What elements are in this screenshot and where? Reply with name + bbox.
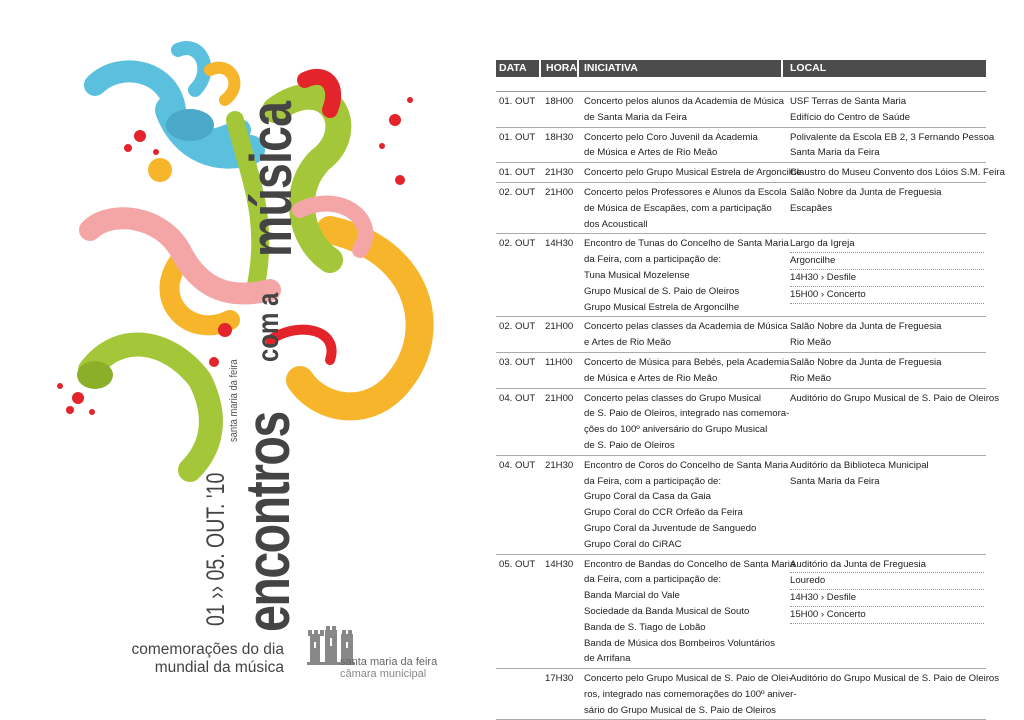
row-date: 01. OUT [499, 96, 536, 107]
initiative-line: de Música de Escapães, com a participação [584, 202, 772, 214]
table-row [496, 456, 986, 555]
initiative-line: sário do Grupo Musical de S. Paio de Oleiros [584, 704, 776, 716]
initiative-line: de S. Paio de Oleiros [584, 439, 675, 451]
row-time: 14H30 [545, 238, 574, 250]
header-initiative: INICIATIVA [584, 62, 638, 74]
row-initiative [584, 94, 784, 126]
row-time: 11H00 [545, 356, 573, 368]
initiative-line: Encontro de Coros do Concelho de Santa Maria [584, 459, 789, 471]
subtitle-line: mundial da música [154, 659, 284, 676]
location-line: Salão Nobre da Junta de Freguesia [790, 356, 942, 368]
initiative-line: Grupo Musical de S. Paio de Oleiros [584, 285, 740, 297]
location-line: Auditório do Grupo Musical de S. Paio de Oleiros [790, 673, 1000, 685]
initiative-line: da Feira, com a participação de: [584, 475, 722, 487]
initiative-line: Tuna Musical Mozelense [584, 269, 690, 281]
table-row [496, 183, 986, 234]
row-date: 02. OUT [499, 321, 536, 333]
table-row [496, 669, 1000, 720]
row-initiative [584, 185, 787, 232]
row-initiative [584, 165, 802, 181]
table-row [496, 317, 986, 353]
row-time: 21H00 [545, 321, 574, 333]
row-initiative [584, 391, 790, 454]
table-row [496, 353, 986, 389]
initiative-line: de Música e Artes de Rio Meão [584, 372, 718, 384]
initiative-line: e Artes de Rio Meão [584, 337, 671, 349]
initiative-line: Banda de S. Tiago de Lobão [584, 621, 706, 633]
header-time: HORA [546, 62, 577, 74]
location-line: Largo da Igreja [790, 236, 984, 253]
initiative-line: Concerto de Música para Bebés, pela Academia [584, 356, 790, 368]
location-line: Escapães [790, 202, 833, 214]
initiative-line: de Arrifana [584, 653, 631, 665]
poster-subtitle [100, 641, 284, 677]
location-line: Edifício do Centro de Saúde [790, 111, 911, 123]
location-line: USF Terras de Santa Maria [790, 96, 907, 107]
poster-title-musica: música [239, 101, 304, 257]
row-location [790, 557, 984, 624]
row-location [790, 165, 1005, 181]
organization-name: santa maria da feira [340, 656, 438, 668]
initiative-line: de Música e Artes de Rio Meão [584, 147, 718, 159]
initiative-line: Concerto pelo Grupo Musical de S. Paio de Olei- [584, 673, 792, 685]
initiative-line: de Santa Maria da Feira [584, 111, 687, 123]
row-time: 17H30 [545, 673, 574, 685]
header-date: DATA [499, 62, 527, 74]
location-line: Santa Maria da Feira [790, 147, 880, 159]
initiative-line: Banda de Música dos Bombeiros Voluntários [584, 637, 775, 649]
location-line: Auditório da Junta de Freguesia [790, 557, 984, 574]
poster-artwork [0, 0, 470, 702]
location-line: 15H00 › Concerto [790, 607, 984, 624]
table-row [496, 234, 986, 317]
row-date: 02. OUT [499, 186, 536, 198]
table-row [496, 128, 995, 164]
row-location [790, 236, 984, 303]
row-location [790, 319, 984, 351]
organization-subtitle: câmara municipal [340, 668, 427, 680]
initiative-line: Concerto pelo Grupo Musical Estrela de Argoncilhe [584, 167, 802, 179]
location-line: 15H00 › Concerto [790, 287, 984, 304]
poster-title-connector: com a [252, 292, 285, 362]
location-line: 14H30 › Desfile [790, 590, 984, 607]
subtitle-line: comemorações do dia [131, 641, 284, 658]
location-line: Santa Maria da Feira [790, 475, 880, 487]
table-body [496, 92, 1005, 720]
row-initiative [584, 557, 796, 668]
initiative-line: Encontro de Bandas do Concelho de Santa Maria [584, 558, 796, 570]
initiative-line: Concerto pelo Coro Juvenil da Academia [584, 131, 758, 143]
initiative-line: Concerto pelos Professores e Alunos da Escola [584, 186, 787, 198]
schedule-table [496, 60, 1005, 720]
row-initiative [584, 319, 788, 351]
initiative-line: de S. Paio de Oleiros, integrado nas comemora- [584, 408, 790, 420]
row-date: 04. OUT [499, 392, 536, 404]
location-line: Louredo [790, 573, 984, 590]
row-time: 21H00 [545, 186, 574, 198]
row-initiative [584, 236, 789, 315]
row-location [790, 458, 984, 490]
header-location: LOCAL [790, 62, 827, 74]
initiative-line: Grupo Musical Estrela de Argoncilhe [584, 301, 740, 313]
location-line: Salão Nobre da Junta de Freguesia [790, 186, 942, 198]
row-location [790, 671, 1000, 687]
row-date: 02. OUT [499, 238, 536, 250]
poster-dates: 01 ›› 05. OUT. '10 [202, 472, 230, 626]
table-row [496, 92, 986, 128]
location-line: Rio Meão [790, 337, 832, 349]
row-initiative [584, 130, 784, 162]
initiative-line: dos Acousticall [584, 218, 648, 230]
location-line: 14H30 › Desfile [790, 270, 984, 287]
initiative-line: Grupo Coral da Juventude de Sanguedo [584, 522, 757, 534]
initiative-line: Grupo Coral do CiRAC [584, 538, 682, 550]
row-location [790, 391, 1000, 407]
initiative-line: Sociedade da Banda Musical de Souto [584, 605, 750, 617]
location-line: Argoncilhe [790, 253, 984, 270]
initiative-line: Grupo Coral do CCR Orfeão da Feira [584, 507, 743, 519]
row-initiative [584, 355, 790, 387]
row-date: 03. OUT [499, 356, 536, 368]
initiative-line: da Feira, com a participação de: [584, 254, 722, 266]
initiative-line: Concerto pelas classes da Academia de Música [584, 321, 788, 333]
row-time: 21H30 [545, 167, 574, 179]
row-location [790, 185, 984, 217]
initiative-line: ros, integrado nas comemorações do 100º aniver- [584, 688, 797, 700]
initiative-line: Encontro de Tunas do Concelho de Santa Maria [584, 238, 789, 250]
table-row [496, 163, 1005, 183]
row-date: 01. OUT [499, 131, 536, 143]
row-time: 18H00 [545, 96, 574, 107]
row-initiative [584, 671, 797, 718]
poster-place: santa maria da feira [228, 359, 240, 442]
location-line: Auditório da Biblioteca Municipal [790, 459, 929, 471]
row-time: 21H30 [545, 459, 574, 471]
row-time: 14H30 [545, 558, 574, 570]
table-row [496, 389, 1000, 456]
initiative-line: Grupo Coral da Casa da Gaia [584, 491, 711, 503]
location-line: Salão Nobre da Junta de Freguesia [790, 321, 942, 333]
row-location [790, 130, 995, 162]
location-line: Rio Meão [790, 372, 832, 384]
initiative-line: Banda Marcial do Vale [584, 590, 680, 602]
table-header [496, 60, 986, 77]
row-date: 01. OUT [499, 167, 536, 179]
row-time: 18H30 [545, 131, 574, 143]
table-header-divider [496, 77, 986, 92]
row-initiative [584, 458, 789, 553]
initiative-line: da Feira, com a participação de: [584, 574, 722, 586]
row-location [790, 94, 984, 126]
row-location [790, 355, 984, 387]
poster-title-encontros: encontros [234, 412, 303, 632]
location-line: Claustro do Museu Convento dos Lóios S.M. Feira [790, 167, 1005, 179]
initiative-line: Concerto pelas classes do Grupo Musical [584, 392, 762, 404]
table-row [496, 555, 986, 670]
location-line: Polivalente da Escola EB 2, 3 Fernando Pessoa [790, 131, 995, 143]
row-date: 04. OUT [499, 459, 536, 471]
initiative-line: ções do 100º aniversário do Grupo Musical [584, 424, 768, 436]
location-line: Auditório do Grupo Musical de S. Paio de Oleiros [790, 392, 1000, 404]
initiative-line: Concerto pelos alunos da Academia de Música [584, 96, 784, 107]
row-time: 21H00 [545, 392, 574, 404]
row-date: 05. OUT [499, 558, 536, 570]
